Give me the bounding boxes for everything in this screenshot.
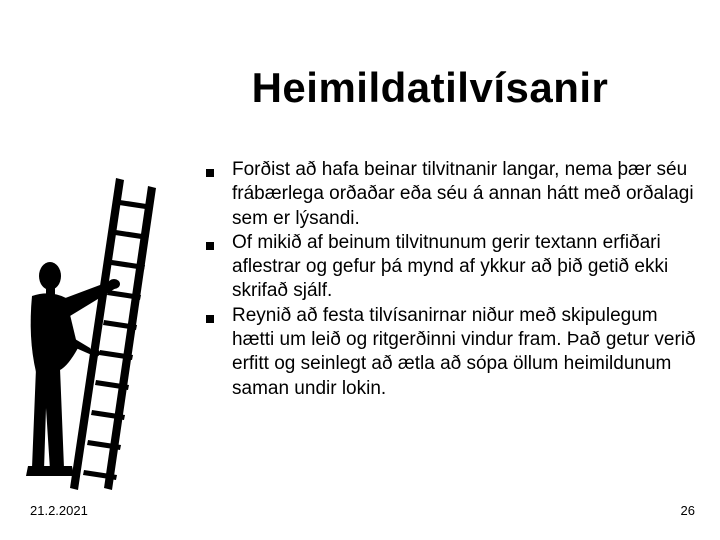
square-bullet-icon — [206, 169, 214, 177]
bullet-text: Reynið að festa tilvísanirnar niður með skipulegum hætti um leið og ritgerðinni vindur fram. Það getur verið erfitt og seinlegt að ætla að sópa öllum heimildunum saman undir lokin. — [232, 304, 696, 399]
page-number: 26 — [680, 503, 695, 518]
slide-title: Heimildatilvísanir — [251, 64, 609, 111]
bullet-list — [200, 158, 700, 401]
square-bullet-icon — [206, 315, 214, 323]
bullet-text: Of mikið af beinum tilvitnunum gerir textann erfiðari aflestrar og gefur þá mynd af ykkur að þið getið ekki skrifað sjálf. — [232, 231, 669, 302]
bullet-text: Forðist að hafa beinar tilvitnanir langar, nema þær séu frábærlega orðaðar eða séu á annan hátt með orðalagi sem er lýsandi. — [232, 159, 694, 229]
footer-date: 21.2.2021 — [30, 503, 88, 518]
square-bullet-icon — [206, 242, 214, 250]
bullet-item — [200, 304, 700, 401]
man-climbing-ladder-icon — [20, 178, 180, 490]
bullet-item — [200, 231, 700, 304]
bullet-item — [200, 158, 700, 231]
